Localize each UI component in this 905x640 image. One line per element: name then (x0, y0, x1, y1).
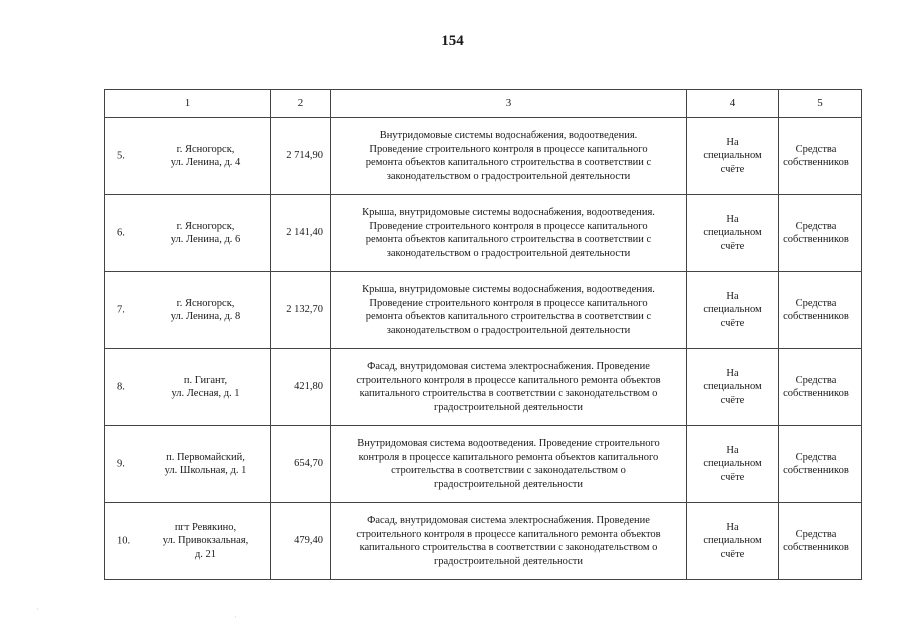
account-cell (687, 503, 779, 580)
scan-mark: · (234, 612, 237, 622)
account-cell (687, 118, 779, 195)
address-line: ул. Ленина, д. 4 (170, 157, 241, 168)
address-text (105, 297, 270, 324)
table-row (105, 503, 862, 580)
row-number: 10. (117, 535, 131, 547)
address-text (105, 220, 270, 247)
row-number: 6. (117, 227, 125, 239)
account-line: счёте (720, 548, 745, 560)
account-line: специальном (703, 381, 762, 393)
work-line: Внутридомовые системы водоснабжения, водоотведения. (379, 130, 638, 141)
account-line: На (726, 367, 739, 379)
funding-source-cell (779, 503, 862, 580)
work-line: градостроительной деятельности (433, 555, 584, 567)
funding-source-cell (779, 272, 862, 349)
address-line: ул. Школьная, д. 1 (164, 465, 247, 476)
work-line: законодательством о градостроительной деятельности (386, 324, 631, 336)
address-cell (105, 195, 271, 272)
work-line: Фасад, внутридомовая система электроснабжения. Проведение (367, 361, 650, 372)
account-line: На (726, 444, 739, 456)
source-line: Средства (795, 297, 837, 309)
work-line: Крыша, внутридомовые системы водоснабжения, водоотведения. (362, 207, 655, 218)
account-line: На (726, 290, 739, 302)
account-cell (687, 426, 779, 503)
address-text (105, 374, 270, 401)
work-line: ремонта объектов капитального строительства в соответствии с (365, 234, 652, 245)
work-line: капитального строительства в соответствии с законодательством о (359, 388, 658, 399)
table-header-row (105, 90, 862, 118)
address-line: ул. Ленина, д. 8 (170, 311, 241, 322)
account-line: счёте (720, 394, 745, 406)
account-line: счёте (720, 471, 745, 483)
row-number: 7. (117, 304, 125, 316)
address-line: г. Ясногорск, (176, 297, 235, 309)
area-cell: 421,80 (271, 349, 331, 426)
work-line: строительного контроля в процессе капитального ремонта объектов (356, 374, 661, 386)
account-line: специальном (703, 458, 762, 470)
account-line: На (726, 521, 739, 533)
address-cell (105, 349, 271, 426)
table-row (105, 426, 862, 503)
work-line: Проведение строительного контроля в процессе капитального (369, 143, 648, 155)
address-line: ул. Лесная, д. 1 (171, 388, 240, 399)
address-line: ул. Привокзальная, (162, 535, 249, 547)
funding-source-cell (779, 349, 862, 426)
account-cell (687, 195, 779, 272)
account-line: счёте (720, 163, 745, 175)
account-line: счёте (720, 240, 745, 252)
work-line: ремонта объектов капитального строительства в соответствии с (365, 157, 652, 168)
work-description-cell (331, 503, 687, 580)
source-line: Средства (795, 374, 837, 386)
work-line: градостроительной деятельности (433, 478, 584, 490)
address-line: пгт Ревякино, (174, 521, 237, 533)
work-line: строительного контроля в процессе капитального ремонта объектов (356, 528, 661, 540)
row-number: 5. (117, 150, 125, 162)
address-line: г. Ясногорск, (176, 220, 235, 232)
work-line: контроля в процессе капитального ремонта объектов капитального (358, 451, 659, 463)
address-line: п. Гигант, (183, 374, 228, 386)
work-line: законодательством о градостроительной деятельности (386, 247, 631, 259)
account-line: На (726, 136, 739, 148)
table-row (105, 272, 862, 349)
header-col-2: 2 (271, 90, 331, 118)
table-row (105, 195, 862, 272)
work-line: капитального строительства в соответствии с законодательством о (359, 542, 658, 553)
address-line: д. 21 (194, 548, 217, 560)
funding-source-cell (779, 426, 862, 503)
address-text (105, 451, 270, 478)
work-line: ремонта объектов капитального строительства в соответствии с (365, 311, 652, 322)
header-col-1: 1 (105, 90, 271, 118)
work-line: законодательством о градостроительной деятельности (386, 170, 631, 182)
account-cell (687, 272, 779, 349)
row-number: 9. (117, 458, 125, 470)
work-description-cell (331, 349, 687, 426)
source-line: собственников (783, 388, 849, 399)
address-cell (105, 272, 271, 349)
work-line: Фасад, внутридомовая система электроснабжения. Проведение (367, 515, 650, 526)
page-number: 154 (441, 33, 464, 49)
work-line: Проведение строительного контроля в процессе капитального (369, 220, 648, 232)
work-description-cell (331, 426, 687, 503)
repair-table (104, 89, 862, 580)
account-line: специальном (703, 304, 762, 316)
scan-mark: · (36, 604, 39, 614)
work-description-cell (331, 195, 687, 272)
source-line: собственников (783, 234, 849, 245)
account-line: На (726, 213, 739, 225)
source-line: собственников (783, 542, 849, 553)
address-line: ул. Ленина, д. 6 (170, 234, 241, 245)
source-line: Средства (795, 528, 837, 540)
account-cell (687, 349, 779, 426)
address-cell (105, 118, 271, 195)
address-line: г. Ясногорск, (176, 143, 235, 155)
source-line: Средства (795, 220, 837, 232)
work-description-cell (331, 272, 687, 349)
work-line: градостроительной деятельности (433, 401, 584, 413)
source-line: собственников (783, 157, 849, 168)
source-line: Средства (795, 143, 837, 155)
account-line: специальном (703, 227, 762, 239)
area-cell: 2 141,40 (271, 195, 331, 272)
source-line: Средства (795, 451, 837, 463)
work-line: Крыша, внутридомовые системы водоснабжения, водоотведения. (362, 284, 655, 295)
address-text (105, 143, 270, 170)
address-line: п. Первомайский, (166, 451, 245, 463)
area-cell: 479,40 (271, 503, 331, 580)
area-cell: 2 132,70 (271, 272, 331, 349)
source-line: собственников (783, 311, 849, 322)
row-number: 8. (117, 381, 125, 393)
address-cell (105, 503, 271, 580)
address-cell (105, 426, 271, 503)
funding-source-cell (779, 195, 862, 272)
work-description-cell (331, 118, 687, 195)
header-col-3: 3 (331, 90, 687, 118)
work-line: Проведение строительного контроля в процессе капитального (369, 297, 648, 309)
account-line: специальном (703, 535, 762, 547)
area-cell: 2 714,90 (271, 118, 331, 195)
header-col-4: 4 (687, 90, 779, 118)
account-line: счёте (720, 317, 745, 329)
account-line: специальном (703, 150, 762, 162)
area-cell: 654,70 (271, 426, 331, 503)
table-row (105, 349, 862, 426)
funding-source-cell (779, 118, 862, 195)
work-line: Внутридомовая система водоотведения. Проведение строительного (357, 438, 660, 449)
source-line: собственников (783, 465, 849, 476)
header-col-5: 5 (779, 90, 862, 118)
work-line: строительства в соответствии с законодательством о (391, 465, 626, 476)
table-row (105, 118, 862, 195)
